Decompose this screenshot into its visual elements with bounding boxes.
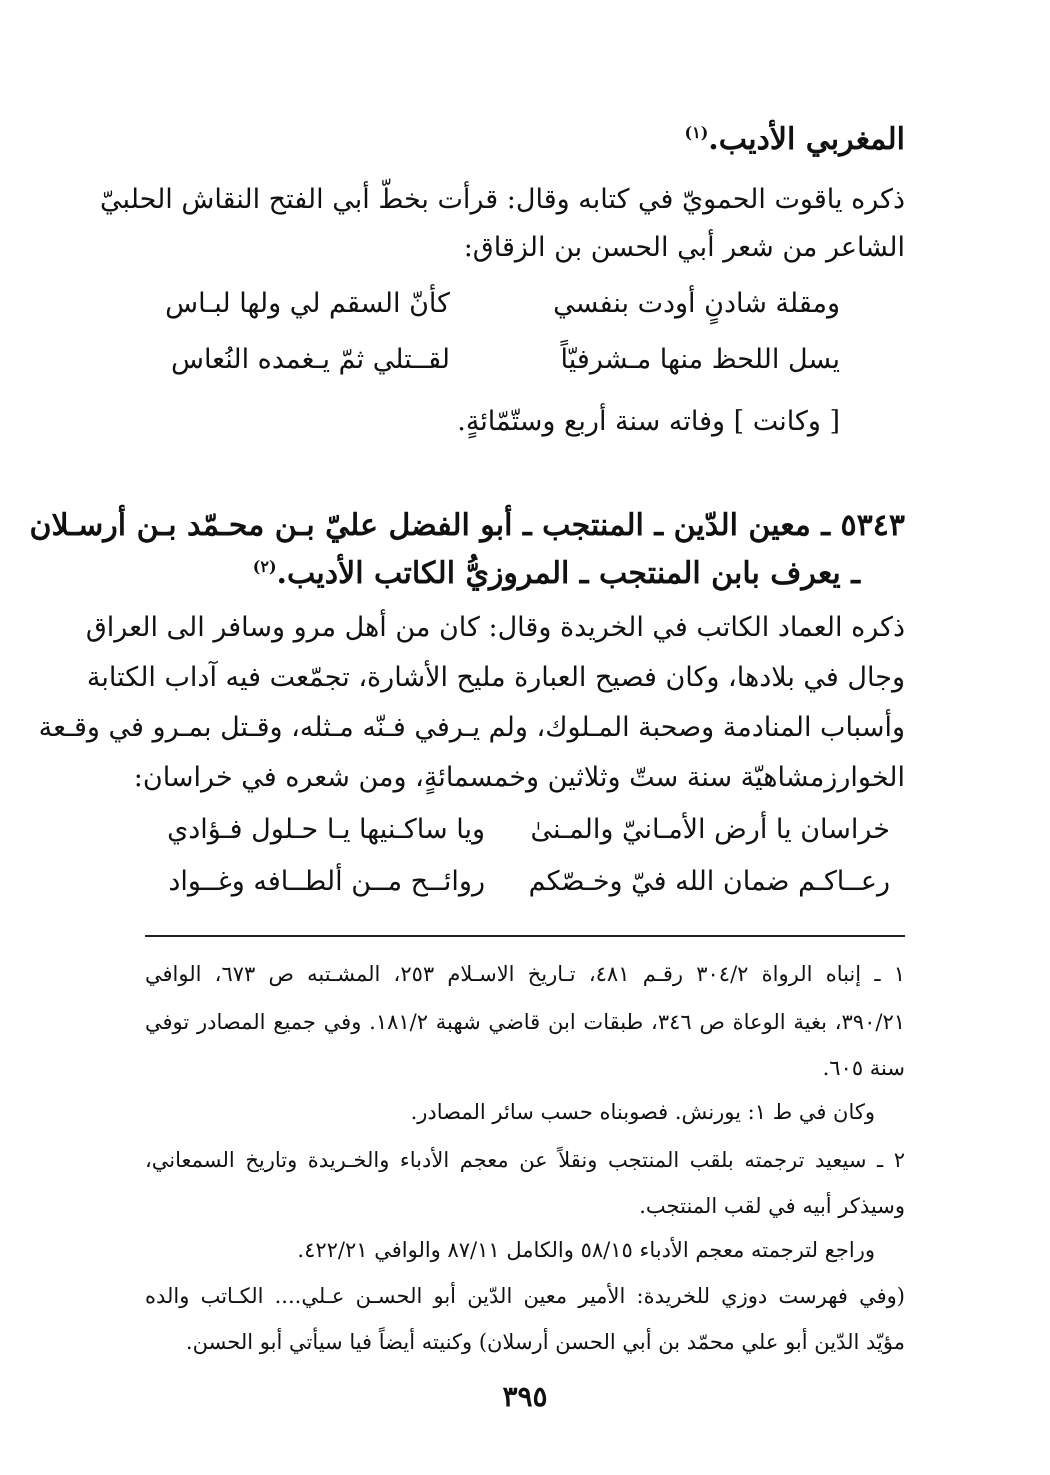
verse-second-hemistich: كأنّ السقم لي ولها لبـاس <box>165 288 450 319</box>
footnote-divider <box>145 935 905 937</box>
footnote-marker: (٢) <box>252 557 277 576</box>
body-line: الشاعر من شعر أبي الحسن بن الزقاق: <box>463 232 905 263</box>
footnote-line: سنة ٦٠٥. <box>822 1056 905 1080</box>
entry-heading-prev <box>145 122 905 157</box>
entry-heading-text: ـ يعرف بابن المنتجب ـ المروزيُّ الكاتب الأديب. <box>276 556 860 591</box>
footnote-line: وكان في ط ١: يورنش. فصوبناه حسب سائر المصادر. <box>410 1100 875 1124</box>
body-line: وأسباب المنادمة وصحبة المـلوك، ولم يـرفي فـنّه مـثله، وقـتل بمـرو في وقـعة <box>38 712 905 743</box>
verse-first-hemistich: ومقلة شادنٍ أودت بنفسي <box>553 288 840 319</box>
footnote-line: ٢ ـ سيعيد ترجمته بلقب المنتجب ونقلاً عن معجم الأدباء والخـريدة وتاريخ السمعاني، <box>145 1148 905 1172</box>
body-line: وجال في بلادها، وكان فصيح العبارة مليح الأشارة، تجمّعت فيه آداب الكتابة <box>86 662 905 693</box>
verse-second-hemistich: لقــتلي ثمّ يـغمده النُعاس <box>171 344 450 375</box>
body-line: ذكره ياقوت الحمويّ في كتابه وقال: قرأت بخطّ أبي الفتح النقاش الحلبيّ <box>100 184 905 215</box>
footnote-line: وسيذكر أبيه في لقب المنتجب. <box>639 1194 905 1218</box>
verse-first-hemistich: رعــاكـم ضمان الله فيّ وخـصّكم <box>528 866 890 897</box>
death-note: [ وكانت ] وفاته سنة أربع وستّمّائةٍ. <box>457 406 840 437</box>
verse-second-hemistich: روائــح مــن ألطــافه وغــواد <box>168 866 485 897</box>
entry-heading: ٥٣٤٣ ـ معين الدّين ـ المنتجب ـ أبو الفضل عليّ بـن محـمّد بـن أرسـلان <box>29 508 905 543</box>
entry-heading-text: المغربي الأديب. <box>708 122 905 157</box>
verse-first-hemistich: يسل اللحظ منها مـشرفيّاً <box>560 344 840 375</box>
footnote-line: ١ ـ إنباه الرواة ٣٠٤/٢ رقـم ٤٨١، تـاريخ الاسـلام ٢٥٣، المشـتبه ص ٦٧٣، الوافي <box>145 962 905 986</box>
page-number: ٣٩٥ <box>502 1380 548 1413</box>
entry-heading-continued <box>145 556 860 591</box>
verse-second-hemistich: ويا ساكـنيها يـا حـلول فـؤادي <box>167 814 485 845</box>
body-line: ذكره العماد الكاتب في الخريدة وقال: كان من أهل مرو وسافر الى العراق <box>85 612 905 643</box>
footnote-line: مؤيّد الدّين أبو علي محمّد بن أبي الحسن أرسلان) وكنيته أيضاً فيا سيأتي أبو الحسن. <box>185 1330 905 1354</box>
footnote-line: (وفي فهرست دوزي للخريدة: الأمير معين الدّين أبو الحسـن عـلي.... الكـاتب والده <box>145 1284 905 1308</box>
footnote-marker: (١) <box>684 123 709 142</box>
footnote-line: وراجع لترجمته معجم الأدباء ٥٨/١٥ والكامل ٨٧/١١ والوافي ٤٢٢/٢١. <box>297 1238 875 1262</box>
body-line: الخوارزمشاهيّة سنة ستّ وثلاثين وخمسمائةٍ، ومن شعره في خراسان: <box>133 762 905 793</box>
footnote-line: ٣٩٠/٢١، بغية الوعاة ص ٣٤٦، طبقات ابن قاضي شهبة ١٨١/٢. وفي جميع المصادر توفي <box>145 1010 906 1034</box>
verse-first-hemistich: خراسان يا أرض الأمـانيّ والمـنىٰ <box>530 814 890 845</box>
